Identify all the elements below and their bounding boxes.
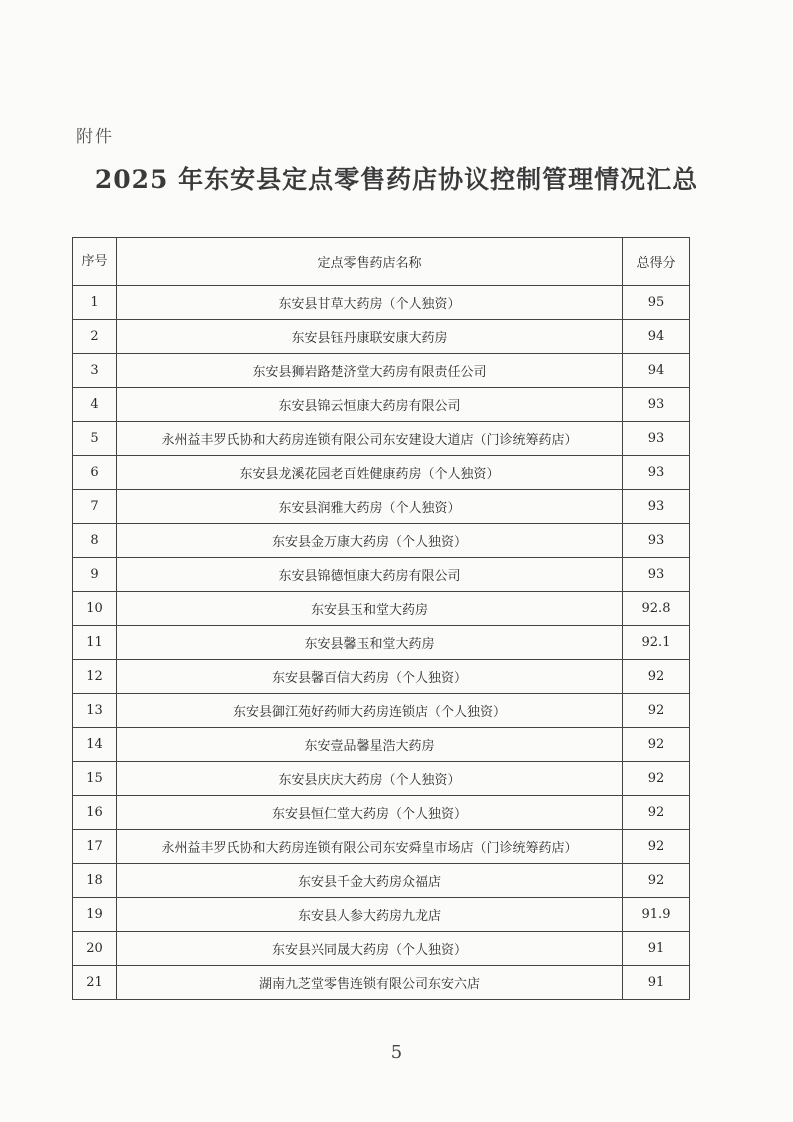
cell-name: 永州益丰罗氏协和大药房连锁有限公司东安舜皇市场店（门诊统筹药店） — [117, 830, 623, 864]
attachment-label: 附件 — [76, 127, 114, 147]
table-header-row — [73, 238, 690, 286]
cell-seq: 13 — [73, 694, 117, 728]
table-row — [73, 388, 690, 422]
cell-score: 93 — [623, 524, 690, 558]
table-row — [73, 898, 690, 932]
column-header-name: 定点零售药店名称 — [117, 238, 623, 286]
cell-name: 东安县钰丹康联安康大药房 — [117, 320, 623, 354]
cell-seq: 7 — [73, 490, 117, 524]
table-row — [73, 558, 690, 592]
cell-score: 93 — [623, 422, 690, 456]
cell-score: 92 — [623, 694, 690, 728]
column-header-seq: 序号 — [73, 238, 117, 286]
cell-name: 永州益丰罗氏协和大药房连锁有限公司东安建设大道店（门诊统筹药店） — [117, 422, 623, 456]
cell-score: 93 — [623, 558, 690, 592]
cell-name: 东安县千金大药房众福店 — [117, 864, 623, 898]
cell-seq: 18 — [73, 864, 117, 898]
cell-score: 94 — [623, 320, 690, 354]
table-row — [73, 762, 690, 796]
cell-score: 93 — [623, 490, 690, 524]
cell-name: 东安县狮岩路楚济堂大药房有限责任公司 — [117, 354, 623, 388]
cell-score: 93 — [623, 456, 690, 490]
cell-seq: 9 — [73, 558, 117, 592]
table-row — [73, 694, 690, 728]
cell-score: 92 — [623, 762, 690, 796]
cell-seq: 14 — [73, 728, 117, 762]
table-row — [73, 490, 690, 524]
page-number: 5 — [390, 1042, 403, 1063]
cell-name: 东安县馨百信大药房（个人独资） — [117, 660, 623, 694]
cell-score: 91 — [623, 932, 690, 966]
cell-score: 92.1 — [623, 626, 690, 660]
cell-name: 东安县恒仁堂大药房（个人独资） — [117, 796, 623, 830]
table-row — [73, 660, 690, 694]
cell-name: 东安县锦云恒康大药房有限公司 — [117, 388, 623, 422]
cell-seq: 5 — [73, 422, 117, 456]
cell-score: 91.9 — [623, 898, 690, 932]
cell-score: 92 — [623, 864, 690, 898]
cell-score: 93 — [623, 388, 690, 422]
table-row — [73, 932, 690, 966]
cell-seq: 4 — [73, 388, 117, 422]
cell-seq: 20 — [73, 932, 117, 966]
cell-seq: 2 — [73, 320, 117, 354]
cell-seq: 3 — [73, 354, 117, 388]
cell-seq: 16 — [73, 796, 117, 830]
cell-score: 91 — [623, 966, 690, 1000]
cell-score: 95 — [623, 286, 690, 320]
cell-name: 东安县润雅大药房（个人独资） — [117, 490, 623, 524]
cell-name: 东安壹品馨星浩大药房 — [117, 728, 623, 762]
cell-name: 东安县馨玉和堂大药房 — [117, 626, 623, 660]
cell-score: 92 — [623, 728, 690, 762]
cell-seq: 17 — [73, 830, 117, 864]
cell-name: 东安县龙溪花园老百姓健康药房（个人独资） — [117, 456, 623, 490]
cell-seq: 19 — [73, 898, 117, 932]
table-row — [73, 830, 690, 864]
table-row — [73, 354, 690, 388]
cell-name: 东安县金万康大药房（个人独资） — [117, 524, 623, 558]
cell-name: 东安县御江苑好药师大药房连锁店（个人独资） — [117, 694, 623, 728]
cell-seq: 11 — [73, 626, 117, 660]
cell-name: 东安县锦德恒康大药房有限公司 — [117, 558, 623, 592]
table-row — [73, 796, 690, 830]
cell-score: 92.8 — [623, 592, 690, 626]
cell-seq: 1 — [73, 286, 117, 320]
cell-score: 92 — [623, 660, 690, 694]
cell-score: 94 — [623, 354, 690, 388]
cell-seq: 10 — [73, 592, 117, 626]
cell-seq: 12 — [73, 660, 117, 694]
column-header-score: 总得分 — [623, 238, 690, 286]
table-row — [73, 422, 690, 456]
table-row — [73, 864, 690, 898]
table-row — [73, 592, 690, 626]
cell-name: 东安县人参大药房九龙店 — [117, 898, 623, 932]
table-row — [73, 320, 690, 354]
cell-score: 92 — [623, 796, 690, 830]
cell-name: 湖南九芝堂零售连锁有限公司东安六店 — [117, 966, 623, 1000]
cell-seq: 8 — [73, 524, 117, 558]
pharmacy-score-table — [72, 237, 690, 1000]
cell-seq: 15 — [73, 762, 117, 796]
cell-name: 东安县庆庆大药房（个人独资） — [117, 762, 623, 796]
cell-seq: 21 — [73, 966, 117, 1000]
cell-name: 东安县兴同晟大药房（个人独资） — [117, 932, 623, 966]
table-row — [73, 286, 690, 320]
table-row — [73, 966, 690, 1000]
cell-name: 东安县甘草大药房（个人独资） — [117, 286, 623, 320]
table-row — [73, 456, 690, 490]
table-row — [73, 524, 690, 558]
cell-score: 92 — [623, 830, 690, 864]
cell-name: 东安县玉和堂大药房 — [117, 592, 623, 626]
page-title: 2025 年东安县定点零售药店协议控制管理情况汇总 — [94, 165, 699, 194]
table-row — [73, 626, 690, 660]
cell-seq: 6 — [73, 456, 117, 490]
table-row — [73, 728, 690, 762]
